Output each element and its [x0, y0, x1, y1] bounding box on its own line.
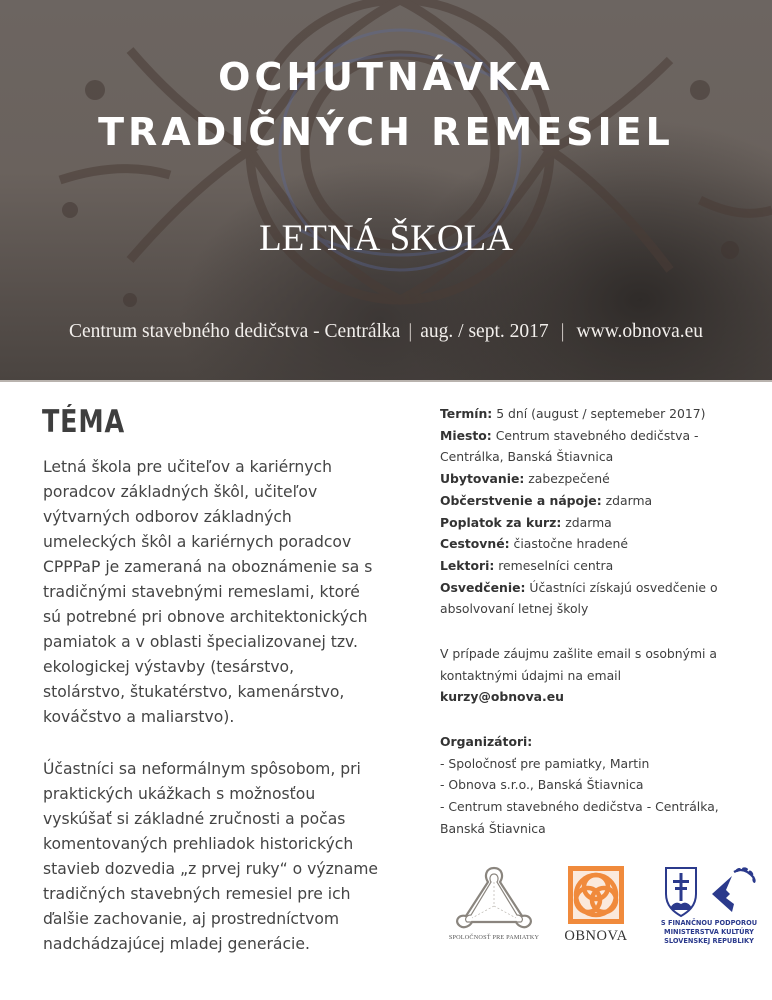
detail-label: Občerstvenie a nápoje: — [440, 492, 602, 508]
text-line: tradičnými stavebnými remeslami, ktoré — [43, 583, 360, 601]
obnova-emblem-icon — [560, 866, 632, 926]
info-date: aug. / sept. 2017 — [420, 321, 549, 342]
detail-label: Osvedčenie: — [440, 579, 526, 595]
detail-value: zdarma — [601, 492, 653, 508]
text-line: poradcov základných škôl, učiteľov — [43, 483, 318, 501]
text-line: praktických ukážkach s možnosťou — [43, 785, 316, 803]
detail-cestovne — [440, 533, 770, 555]
separator: | — [560, 321, 565, 342]
tema-paragraph-1 — [43, 455, 413, 730]
slovak-coat-of-arms-icon — [652, 864, 766, 918]
hero-banner — [0, 0, 772, 382]
text-line: Letná škola pre učiteľov a kariérnych — [43, 458, 332, 476]
detail-osvedcenie-cont: absolvovaní letnej školy — [440, 601, 589, 617]
detail-miesto-cont: Centrálka, Banská Štiavnica — [440, 449, 614, 465]
detail-label: Miesto: — [440, 427, 492, 443]
organizer-item-cont: Banská Štiavnica — [440, 820, 546, 836]
organizers — [440, 731, 770, 840]
detail-osvedcenie — [440, 577, 770, 599]
hero-info-line — [0, 322, 772, 342]
spp-caption: SPOLOČNOSŤ PRE PAMIATKY — [448, 934, 540, 941]
detail-label: Lektori: — [440, 557, 495, 573]
organizer-item: - Obnova s.r.o., Banská Štiavnica — [440, 777, 644, 793]
text-line: ďalšie zachovanie, aj prostredníctvom — [43, 910, 340, 928]
detail-ubytovanie — [440, 468, 770, 490]
separator: | — [408, 321, 413, 342]
detail-label: Termín: — [440, 406, 493, 421]
detail-label: Ubytovanie: — [440, 471, 525, 487]
hero-title-line1: OCHUTNÁVKA — [218, 55, 554, 99]
text-line: stavieb dozvedia „z prvej ruky“ o význame — [43, 860, 379, 878]
organizer-item: - Centrum stavebného dedičstva - Centrálka, — [440, 799, 719, 815]
detail-value: remeselníci centra — [494, 557, 614, 573]
ministerstvo-kultury-logo — [652, 864, 766, 954]
mk-caption — [652, 919, 766, 947]
detail-value: 5 dní (august / septemeber 2017) — [492, 406, 706, 421]
email-line — [440, 686, 770, 708]
info-web-link[interactable]: www.obnova.eu — [576, 321, 704, 342]
text-line: stolárstvo, štukatérstvo, kamenárstvo, — [43, 683, 345, 701]
text-line: ekologickej výstavby (tesárstvo, — [43, 658, 295, 676]
detail-label: Poplatok za kurz: — [440, 514, 562, 530]
hero-title-line2: TRADIČNÝCH REMESIEL — [98, 110, 674, 154]
text-line: Účastníci sa neformálnym spôsobom, pri — [43, 760, 361, 778]
organizer-item: - Spoločnosť pre pamiatky, Martin — [440, 755, 650, 771]
detail-value: zabezpečené — [524, 471, 610, 487]
text-line: komentovaných prehliadok historických — [43, 835, 354, 853]
text-line: kováčstvo a maliarstvo). — [43, 708, 235, 726]
detail-obcerstvenie — [440, 490, 770, 512]
detail-value: Účastníci získajú osvedčenie o — [525, 579, 718, 595]
detail-termin — [440, 403, 770, 425]
text-line: výtvarných odborov základných — [43, 508, 292, 526]
mk-caption-line: S FINANČNOU PODPOROU — [660, 919, 758, 927]
detail-poplatok — [440, 512, 770, 534]
contact-line: V prípade záujmu zašlite email s osobnými a — [440, 646, 718, 661]
detail-lektori — [440, 555, 770, 577]
section-heading-tema: TÉMA — [42, 404, 125, 440]
mk-caption-line: SLOVENSKEJ REPUBLIKY — [664, 937, 754, 946]
spp-emblem-icon — [446, 862, 542, 932]
contact-line: kontaktnými údajmi na email — [440, 667, 622, 683]
text-line: umeleckých škôl a kariérnych poradcov — [43, 533, 352, 551]
detail-miesto — [440, 425, 770, 447]
contact-info — [440, 643, 770, 708]
detail-value: zdarma — [561, 514, 612, 530]
text-line: sú potrebné pri obnove architektonických — [43, 608, 368, 626]
detail-value: Centrum stavebného dedičstva - — [491, 427, 699, 443]
obnova-logo — [560, 866, 632, 946]
mk-caption-line: MINISTERSTVA KULTÚRY — [664, 928, 754, 937]
organizers-heading-line — [440, 731, 770, 753]
organizers-heading: Organizátori: — [440, 734, 533, 749]
detail-label: Cestovné: — [440, 536, 510, 552]
hero-subtitle: LETNÁ ŠKOLA — [259, 218, 513, 259]
text-line: pamiatok a v oblasti špecializovanej tzv. — [43, 633, 359, 651]
detail-value: čiastočne hradené — [509, 536, 628, 552]
text-line: CPPPaP je zameraná na oboznámenie sa s — [43, 558, 373, 576]
divider — [0, 380, 772, 382]
obnova-caption: OBNOVA — [564, 928, 628, 944]
info-place: Centrum stavebného dedičstva - Centrálka — [68, 321, 401, 342]
tema-paragraph-2 — [43, 757, 413, 957]
email-link[interactable]: kurzy@obnova.eu — [440, 689, 564, 705]
event-details — [440, 403, 770, 620]
text-line: tradičných stavebných remesiel pre ich — [43, 885, 351, 903]
text-line: nadchádzajúcej mladej generácie. — [43, 935, 310, 953]
spolocnost-pre-pamiatky-logo — [446, 862, 542, 946]
text-line: vyskúšať si základné zručnosti a počas — [43, 810, 346, 828]
